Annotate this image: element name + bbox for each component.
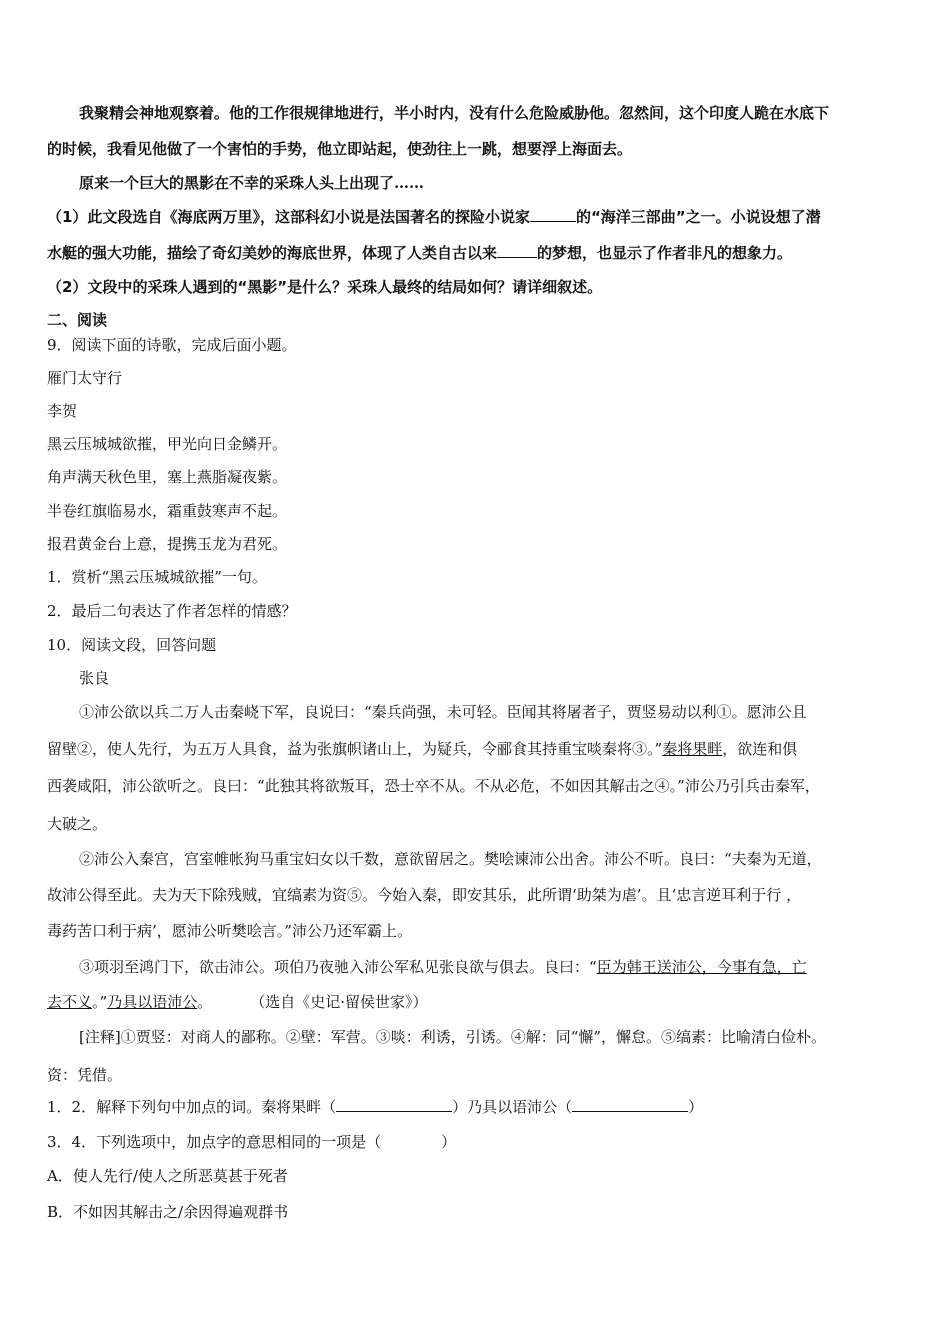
text-run: 留壁②，使人先行，为五万人具食，益为张旗帜诸山上，为疑兵，令郦食其持重宝啖秦将③。” — [47, 740, 663, 758]
text-run: 1．2．解释下列句中加点的词。秦将果畔（ — [47, 1098, 337, 1116]
answer-blank[interactable] — [497, 243, 537, 258]
answer-blank[interactable] — [336, 1097, 452, 1112]
q10-title: 张良 — [79, 669, 110, 687]
q10-sub12 — [47, 1097, 703, 1117]
q10-para1-line: ①沛公欲以兵二万人击秦峣下军，良说曰：“秦兵尚强，未可轻。臣闻其将屠者子，贾竖易动以利①。愿沛公且 — [79, 703, 807, 721]
section-title: 二、阅读 — [47, 311, 108, 329]
q10-para2-line: 毒药苦口利于病’，愿沛公听樊哙言。”沛公乃还军霸上。 — [47, 922, 412, 940]
passage-line: 我聚精会神地观察着。他的工作很规律地进行，半小时内，没有什么危险威胁他。忽然间，这个印度人跪在水底下 — [79, 104, 830, 122]
q10-para1-line: 西袭咸阳，沛公欲听之。良曰：“此独其将欲叛耳，恐士卒不从。不从必危，不如因其解击之④。”沛公乃引兵击秦军， — [47, 777, 820, 795]
q10-sub34: 3．4．下列选项中，加点字的意思相同的一项是（ ） — [47, 1133, 457, 1151]
q8-sub1-text-c: 水艇的强大功能，描绘了奇幻美妙的海底世界，体现了人类自古以来 — [47, 244, 498, 262]
q10-para1-line — [47, 739, 797, 759]
q10-para2-line: ②沛公入秦宫，宫室帷帐狗马重宝妇女以千数，意欲留居之。樊哙谏沛公出舍。沛公不听。良曰：“夫秦为无道， — [79, 850, 822, 868]
q9-sub2: 2．最后二句表达了作者怎样的情感？ — [47, 602, 297, 620]
q10-para1-line: 大破之。 — [47, 815, 108, 833]
underlined-phrase: 秦将果畔 — [662, 740, 723, 758]
passage-line: 原来一个巨大的黑影在不幸的采珠人头上出现了…… — [79, 174, 425, 192]
passage-line: 的时候，我看见他做了一个害怕的手势，他立即站起，使劲往上一跳，想要浮上海面去。 — [47, 140, 633, 158]
q8-sub1-text-d: 的梦想，也显示了作者非凡的想象力。 — [537, 244, 793, 262]
answer-blank[interactable] — [530, 207, 576, 222]
source-citation: （选自《史记·留侯世家》） — [250, 993, 428, 1011]
option-b: B．不如因其解击之/余因得遍观群书 — [47, 1203, 289, 1221]
poem-line: 报君黄金台上意，提携玉龙为君死。 — [47, 535, 288, 553]
q8-sub1-line2 — [47, 243, 792, 263]
text-run: ，欲连和俱 — [722, 740, 798, 758]
text-run: ）乃具以语沛公（ — [452, 1098, 573, 1116]
poem-author: 李贺 — [47, 402, 78, 420]
notes-line: [注释]①贾竖：对商人的鄙称。②壁：军营。③啖：利诱，引诱。④解：同“懈”，懈怠。⑤缟素：比喻清白俭朴。 — [79, 1028, 827, 1046]
q10-para3-line — [47, 992, 428, 1012]
q10-para3-line — [79, 957, 807, 977]
q9-sub1: 1．赏析“黑云压城城欲摧”一句。 — [47, 568, 267, 586]
underlined-phrase: 去不义 — [47, 993, 93, 1011]
underlined-phrase: 乃具以语沛公 — [107, 993, 198, 1011]
text-run: 。 — [197, 993, 213, 1011]
text-run: ③项羽至鸿门下，欲击沛公。项伯乃夜驰入沛公军私见张良欲与俱去。良曰：“ — [79, 958, 597, 976]
poem-line: 半卷红旗临易水，霜重鼓寒声不起。 — [47, 502, 288, 520]
poem-line: 角声满天秋色里，塞上燕脂凝夜紫。 — [47, 468, 288, 486]
q8-sub1-line1 — [47, 207, 821, 227]
text-run: ） — [688, 1098, 704, 1116]
poem-line: 黑云压城城欲摧，甲光向日金鳞开。 — [47, 435, 288, 453]
q10-para2-line: 故沛公得至此。夫为天下除残贼，宜缟素为资⑤。今始入秦，即安其乐，此所谓‘助桀为虐’。且‘忠言逆耳利于行 ， — [47, 886, 802, 904]
poem-title: 雁门太守行 — [47, 369, 123, 387]
answer-blank[interactable] — [572, 1097, 688, 1112]
option-a: A．使人先行/使人之所恶莫甚于死者 — [47, 1167, 288, 1185]
q8-sub1-text-b: 的“海洋三部曲”之一。小说设想了潜 — [575, 208, 821, 226]
notes-line: 资：凭借。 — [47, 1066, 123, 1084]
q9-prompt: 9．阅读下面的诗歌，完成后面小题。 — [47, 336, 297, 354]
q10-prompt: 10．阅读文段，回答问题 — [47, 636, 217, 654]
q8-sub1-text-a: （1）此文段选自《海底两万里》，这部科幻小说是法国著名的探险小说家 — [47, 208, 530, 226]
underlined-phrase: 臣为韩王送沛公，今事有急，亡 — [596, 958, 807, 976]
text-run: 。” — [92, 993, 108, 1011]
q8-sub2: （2）文段中的采珠人遇到的“黑影”是什么？采珠人最终的结局如何？请详细叙述。 — [47, 278, 603, 296]
